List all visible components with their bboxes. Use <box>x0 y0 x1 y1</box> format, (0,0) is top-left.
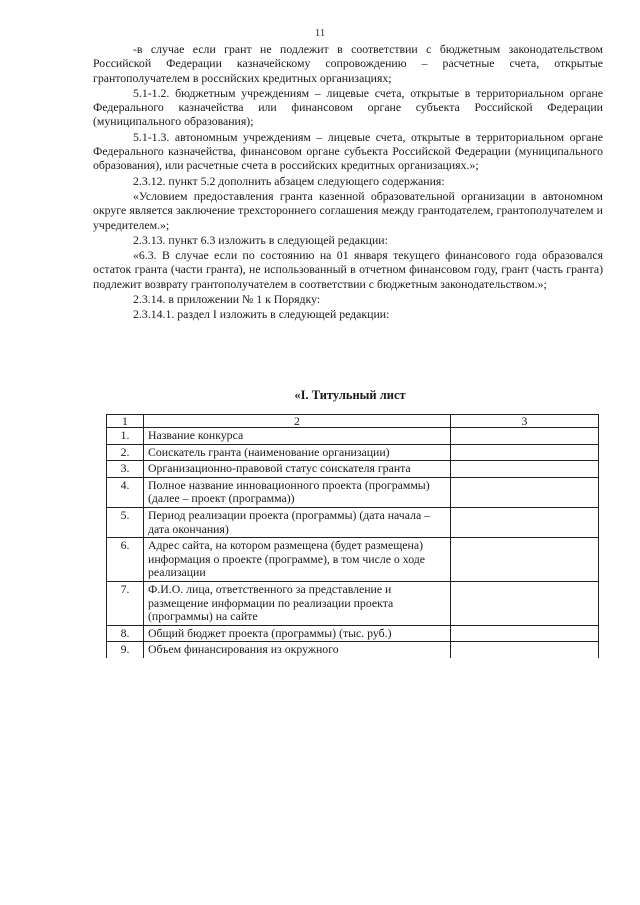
paragraph: 2.3.14. в приложении № 1 к Порядку: <box>133 292 321 307</box>
paragraph: 5.1-1.3. автономным учреждениям – лицевые счета, открытые в территориальном органе Федерального казначейства, финансовом органе субъекта Российской Федерации (муниципального образования), или расчетные счета в российских кредитных организациях.»; <box>93 129 603 173</box>
row-label: Общий бюджет проекта (программы) (тыс. руб.) <box>144 625 451 642</box>
table-row <box>107 507 599 537</box>
row-number: 1. <box>107 428 144 445</box>
row-label: Ф.И.О. лица, ответственного за представление и размещение информации по реализации проекта (программы) на сайте <box>144 581 451 625</box>
table-row <box>107 444 599 461</box>
row-number: 3. <box>107 461 144 478</box>
table-row <box>107 428 599 445</box>
row-value <box>451 507 599 537</box>
row-value <box>451 428 599 445</box>
row-label: Название конкурса <box>144 428 451 445</box>
row-value <box>451 461 599 478</box>
paragraph: «Условием предоставления гранта казенной образовательной организации в автономном округе является заключение трехстороннего соглашения между грантодателем, грантополучателем и учредителем.»; <box>93 188 603 232</box>
row-number: 6. <box>107 538 144 582</box>
row-value <box>451 444 599 461</box>
row-label: Период реализации проекта (программы) (дата начала – дата окончания) <box>144 507 451 537</box>
table-row <box>107 477 599 507</box>
paragraph: -в случае если грант не подлежит в соответствии с бюджетным законодательством Российской Федерации казначейскому сопровождению – расчетные счета, открытые грантополучателем в российских кредитных организациях; <box>93 42 603 85</box>
document-body <box>93 42 603 323</box>
row-number: 7. <box>107 581 144 625</box>
table-row <box>107 625 599 642</box>
table-header-row <box>107 415 599 428</box>
section-title: «I. Титульный лист <box>294 388 406 402</box>
table-row <box>107 581 599 625</box>
paragraph: «6.3. В случае если по состоянию на 01 января текущего финансового года образовался остаток гранта (части гранта), не использованный в отчетном финансовом году, грант (часть гранта) подлежит возврату грантополучателем в соответствии с бюджетным законодательством.»; <box>93 248 603 291</box>
table-row <box>107 461 599 478</box>
row-value <box>451 581 599 625</box>
row-value <box>451 642 599 658</box>
header-cell: 1 <box>107 415 144 428</box>
row-number: 4. <box>107 477 144 507</box>
header-cell: 3 <box>451 415 599 428</box>
row-value <box>451 477 599 507</box>
row-label: Адрес сайта, на котором размещена (будет размещена) информация о проекте (программе), в том числе о ходе реализации <box>144 538 451 582</box>
page-number: 11 <box>314 27 326 39</box>
title-page-table <box>106 414 599 658</box>
header-cell: 2 <box>144 415 451 428</box>
row-label: Объем финансирования из окружного <box>144 642 451 658</box>
paragraph: 5.1-1.2. бюджетным учреждениям – лицевые счета, открытые в территориальном органе Федерального казначейства или финансовом органе субъекта Российской Федерации (муниципального образования); <box>93 85 603 129</box>
paragraph: 2.3.14.1. раздел I изложить в следующей редакции: <box>133 307 390 322</box>
paragraph: 2.3.13. пункт 6.3 изложить в следующей редакции: <box>133 232 388 247</box>
row-number: 5. <box>107 507 144 537</box>
table-row <box>107 642 599 658</box>
table-row <box>107 538 599 582</box>
row-label: Соискатель гранта (наименование организации) <box>144 444 451 461</box>
row-number: 9. <box>107 642 144 658</box>
row-value <box>451 538 599 582</box>
row-value <box>451 625 599 642</box>
row-number: 8. <box>107 625 144 642</box>
paragraph: 2.3.12. пункт 5.2 дополнить абзацем следующего содержания: <box>133 173 445 188</box>
row-number: 2. <box>107 444 144 461</box>
row-label: Организационно-правовой статус соискателя гранта <box>144 461 451 478</box>
row-label: Полное название инновационного проекта (программы) (далее – проект (программа)) <box>144 477 451 507</box>
